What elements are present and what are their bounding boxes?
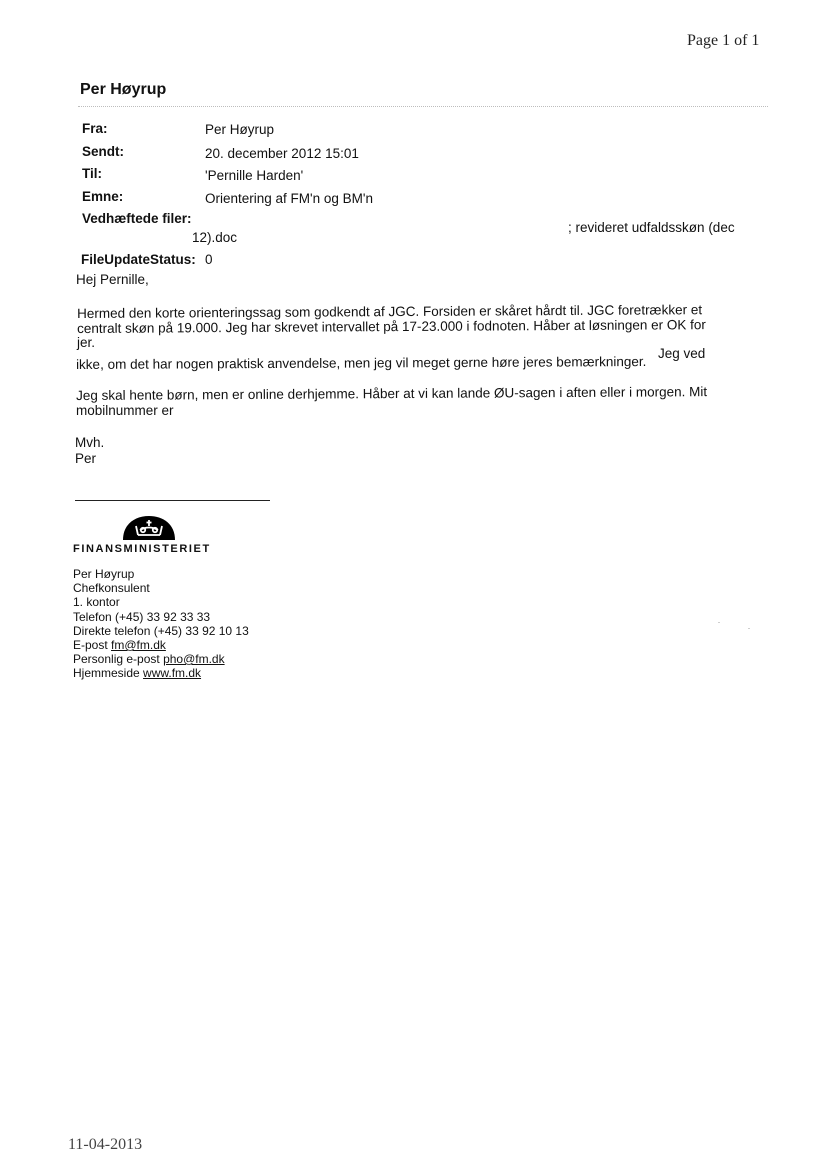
attachment-name-cont[interactable]: 12).doc <box>192 230 238 245</box>
paragraph-1-line-2: centralt skøn på 19.000. Jeg har skrevet intervallet på 17-23.000 i fodnoten. Håber at løsningen er OK for <box>77 317 706 336</box>
paragraph-2-line-2: mobilnummer er <box>76 403 174 418</box>
date-stamp: 11-04-2013 <box>68 1136 143 1153</box>
signature-personal-email-label: Personlig e-post <box>73 652 160 666</box>
sender-name: Per Høyrup <box>80 81 167 98</box>
attachment-name[interactable]: ; revideret udfaldsskøn (dec <box>568 220 735 235</box>
from-label: Fra: <box>82 121 108 136</box>
paragraph-1-line-3: jer. <box>77 335 96 350</box>
signature-email-row <box>73 638 166 652</box>
paragraph-1-line-4: Jeg ved <box>658 346 706 361</box>
subject-label: Emne: <box>82 189 124 204</box>
file-update-status-value: 0 <box>205 252 213 267</box>
page-number: Page 1 of 1 <box>687 32 760 49</box>
signature-phone: Telefon (+45) 33 92 33 33 <box>73 610 211 624</box>
paragraph-1-line-1: Hermed den korte orienteringssag som godkendt af JGC. Forsiden er skåret hårdt til. JGC foretrækker et <box>77 302 703 321</box>
signature-website-link[interactable]: www.fm.dk <box>143 666 202 680</box>
paragraph-1-line-5: ikke, om det har nogen praktisk anvendelse, men jeg vil meget gerne høre jeres bemærkninger. <box>76 354 647 372</box>
subject-value: Orientering af FM'n og BM'n <box>205 191 373 206</box>
to-value: 'Pernille Harden' <box>205 168 304 183</box>
signature-divider <box>75 500 270 501</box>
header-divider <box>78 106 768 107</box>
signature-personal-email-link[interactable]: pho@fm.dk <box>163 652 225 666</box>
greeting: Hej Pernille, <box>76 272 149 287</box>
signature-website-row <box>73 666 201 680</box>
sent-label: Sendt: <box>82 144 124 159</box>
to-label: Til: <box>82 166 102 181</box>
signature-email-label: E-post <box>73 638 108 652</box>
paragraph-2-line-1: Jeg skal hente børn, men er online derhjemme. Håber at vi kan lande ØU-sagen i aften eller i morgen. Mit <box>76 384 708 403</box>
signature-direct-phone: Direkte telefon (+45) 33 92 10 13 <box>73 624 249 638</box>
from-value: Per Høyrup <box>205 122 275 137</box>
crown-logo-icon <box>120 513 178 541</box>
sent-value: 20. december 2012 15:01 <box>205 146 359 161</box>
file-update-status-label: FileUpdateStatus: <box>81 252 196 267</box>
signature-website-label: Hjemmeside <box>73 666 140 680</box>
closing: Mvh. <box>75 435 105 450</box>
logo-text: FINANSMINISTERIET <box>73 543 211 555</box>
signature-title: Chefkonsulent <box>73 581 150 595</box>
closing-name: Per <box>75 451 97 466</box>
signature-name: Per Høyrup <box>73 567 135 581</box>
scan-speck <box>718 622 720 623</box>
signature-office: 1. kontor <box>73 595 120 609</box>
signature-personal-email-row <box>73 652 225 666</box>
attachments-label: Vedhæftede filer: <box>82 211 192 226</box>
scan-speck <box>748 628 750 629</box>
signature-email-link[interactable]: fm@fm.dk <box>111 638 166 652</box>
